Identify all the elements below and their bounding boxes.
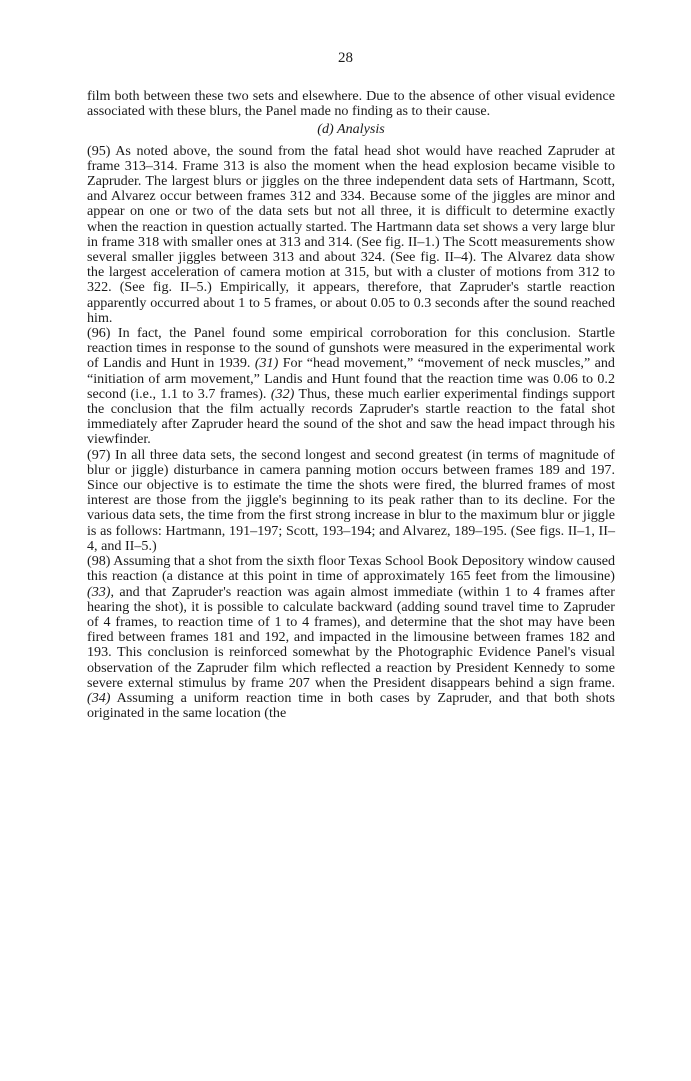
intro-paragraph: film both between these two sets and elsewhere. Due to the absence of other visual evidence associated with these blurs, the Panel made no finding as to their cause.	[87, 88, 615, 120]
paragraph-number: (97)	[87, 446, 111, 463]
paragraph-text: As noted above, the sound from the fatal head shot would have reached Zapruder at frame 313–314. Frame 313 is also the moment when the head explosion became visible to Zapruder. The largest blurs or jiggles on the three independent data sets of Hartmann, Scott, and Alvarez occur between frames 312 and 334. Because some of the jiggles are minor and appear on one or two of the data sets but not all three, it is difficult to determine exactly when the reaction in question actually started. The Hartmann data set shows a very large blur in frame 318 with smaller ones at 313 and 314. (See fig. II–1.) The Scott measurements show several smaller jiggles between 313 and about 324. (See fig. II–4). The Alvarez data show the largest acceleration of camera motion at 315, but with a cluster of motions from 312 to 322. (See fig. II–5.) Empirically, it appears, therefore, that Zapruder's startle reaction apparently occurred about 1 to 5 frames, or about 0.05 to 0.3 seconds after the sound reached him.	[87, 142, 615, 326]
paragraph-number: (98)	[87, 553, 111, 570]
section-heading: (d) Analysis	[317, 121, 385, 138]
paragraph-text: In fact, the Panel found some empirical corroboration for this conclusion. Startle reaction times in response to the sound of gunshots were measured in the experimental work of Landis and Hunt in 1939.	[87, 325, 615, 372]
paragraph-text: Assuming a uniform reaction time in both cases by Zapruder, and that both shots originated in the same location (the	[87, 689, 615, 722]
paragraph-number: (96)	[87, 325, 111, 342]
citation: (34)	[87, 689, 111, 706]
paragraph-text: Thus, these much earlier experimental findings support the conclusion that the film actually records Zapruder's startle reaction to the fatal shot immediately after Zapruder heard the sound of the shot and saw the head impact through his viewfinder.	[87, 385, 615, 448]
citation: (31)	[254, 355, 279, 372]
body-text	[87, 89, 615, 721]
paragraph-text: Assuming that a shot from the sixth floor Texas School Book Depository window caused this reaction (a distance at this point in time of approximately 165 feet from the limousine)	[87, 553, 616, 585]
paragraph-number: (95)	[87, 142, 111, 159]
paragraph-98	[87, 554, 615, 721]
paragraph-97	[87, 448, 615, 554]
paragraph-95	[87, 144, 615, 326]
paragraph-text: , and that Zapruder's reaction was again almost immediate (within 1 to 4 frames after hearing the shot), it is possible to calculate backward (adding sound travel time to Zapruder of 4 frames, to reaction time of 1 to 4 frames), and determine that the shot may have been fired between frames 181 and 192, and impacted in the limousine between frames 182 and 193. This conclusion is reinforced somewhat by the Photographic Evidence Panel's visual observation of the Zapruder film which reflected a reaction by President Kennedy to some severe external stimulus by frame 207 when the President disappears behind a sign frame.	[87, 583, 615, 691]
citation: (32)	[270, 385, 295, 402]
paragraph-text: For “head movement,” “movement of neck muscles,” and “initiation of arm movement,” Landis and Hunt found that the reaction time was 0.06 to 0.2 second (i.e., 1.1 to 3.7 frames).	[87, 355, 615, 402]
citation: (33)	[87, 583, 111, 600]
paragraph-text: In all three data sets, the second longest and second greatest (in terms of magnitude of blur or jiggle) disturbance in camera panning motion occurs between frames 189 and 197. Since our objective is to estimate the time the shots were fired, the blurred frames of most interest are those from the jiggle's beginning to its peak rather than to its decline. For the various data sets, the time from the first strong increase in blur to the maximum blur or jiggle is as follows: Hartmann, 191–197; Scott, 193–194; and Alvarez, 189–195. (See figs. II–1, II–4, and II–5.)	[87, 446, 615, 554]
page-number: 28	[338, 50, 353, 66]
paragraph-96	[87, 326, 615, 448]
